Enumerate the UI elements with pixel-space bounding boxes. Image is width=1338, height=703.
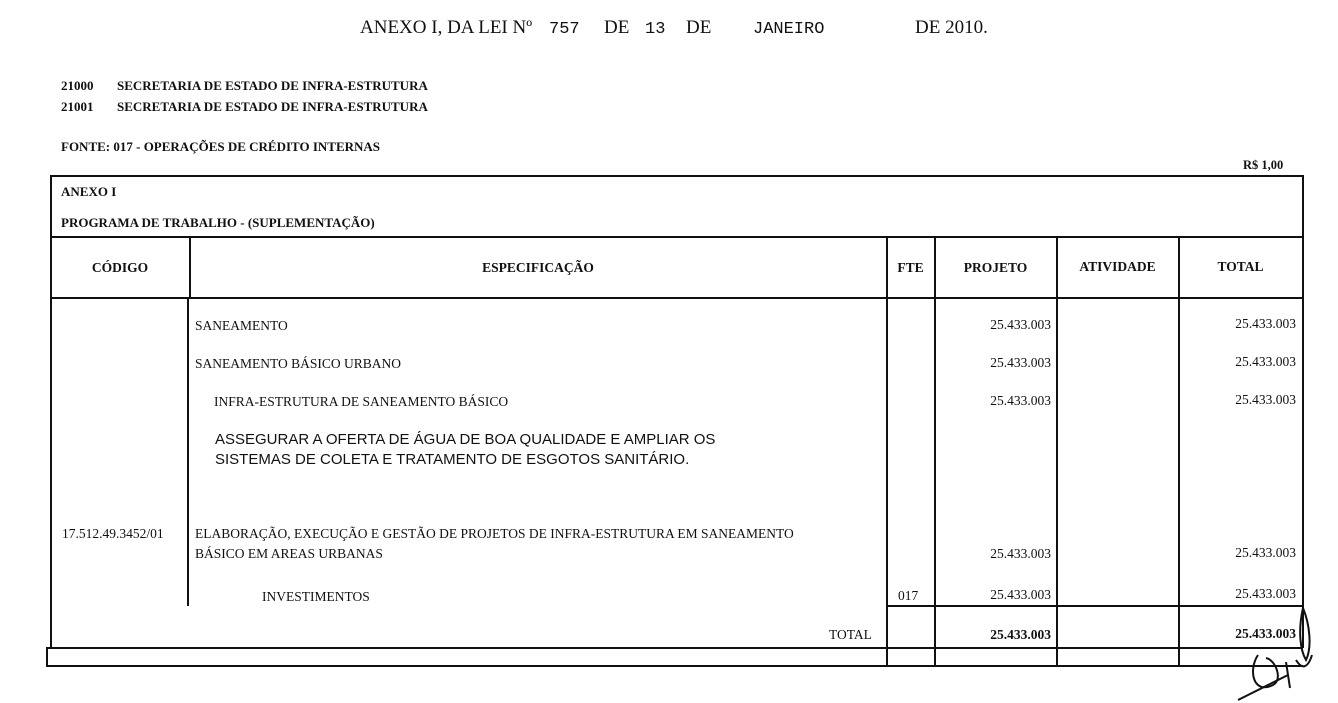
table-subtitle: PROGRAMA DE TRABALHO - (SUPLEMENTAÇÃO) — [61, 215, 375, 230]
row-projeto-infra: 25.433.003 — [990, 393, 1051, 408]
row-projeto-saneamento-basico: 25.433.003 — [990, 355, 1051, 370]
annex-law-title: ANEXO I, DA LEI Nº — [360, 17, 533, 38]
row-total-infra: 25.433.003 — [1235, 392, 1296, 407]
total-projeto: 25.433.003 — [990, 627, 1051, 642]
table-title: ANEXO I — [61, 184, 117, 199]
total-total: 25.433.003 — [1235, 626, 1296, 641]
de-label-2: DE — [686, 17, 712, 38]
law-number: 757 — [549, 20, 580, 39]
invest-total: 25.433.003 — [1235, 586, 1296, 601]
col-header-codigo: CÓDIGO — [91, 260, 149, 275]
row-total-saneamento-basico: 25.433.003 — [1235, 354, 1296, 369]
month-value: JANEIRO — [753, 20, 825, 39]
row-spec-saneamento-basico: SANEAMENTO BÁSICO URBANO — [195, 356, 402, 371]
day-value: 13 — [645, 20, 666, 39]
col-header-especificacao: ESPECIFICAÇÃO — [482, 260, 594, 275]
row-spec-saneamento: SANEAMENTO — [195, 318, 288, 333]
project-projeto: 25.433.003 — [990, 546, 1051, 561]
currency-unit: R$ 1,00 — [1243, 158, 1284, 172]
col-header-total: TOTAL — [1217, 259, 1264, 274]
col-header-projeto: PROJETO — [963, 260, 1028, 275]
row-total-saneamento: 25.433.003 — [1235, 316, 1296, 331]
org-code-2: 21001 — [61, 99, 94, 114]
total-label: TOTAL — [829, 627, 872, 642]
row-projeto-saneamento: 25.433.003 — [990, 317, 1051, 332]
de-label-1: DE — [604, 17, 630, 38]
program-text-line-2: SISTEMAS DE COLETA E TRATAMENTO DE ESGOTOS SANITÁRIO. — [215, 451, 690, 468]
program-text-line-1: ASSEGURAR A OFERTA DE ÁGUA DE BOA QUALIDADE E AMPLIAR OS — [215, 431, 716, 448]
org-code-1: 21000 — [61, 78, 94, 93]
invest-projeto: 25.433.003 — [990, 587, 1051, 602]
year-value: DE 2010. — [915, 17, 988, 38]
project-codigo: 17.512.49.3452/01 — [62, 526, 164, 541]
row-spec-infra: INFRA-ESTRUTURA DE SANEAMENTO BÁSICO — [214, 394, 509, 409]
org-name-1: SECRETARIA DE ESTADO DE INFRA-ESTRUTURA — [117, 78, 428, 93]
org-name-2: SECRETARIA DE ESTADO DE INFRA-ESTRUTURA — [117, 99, 428, 114]
project-spec-line-2: BÁSICO EM AREAS URBANAS — [195, 546, 383, 561]
fonte-line: FONTE: 017 - OPERAÇÕES DE CRÉDITO INTERNAS — [61, 139, 381, 154]
invest-spec: INVESTIMENTOS — [262, 589, 370, 604]
project-total: 25.433.003 — [1235, 545, 1296, 560]
col-header-atividade: ATIVIDADE — [1079, 259, 1156, 274]
project-spec-line-1: ELABORAÇÃO, EXECUÇÃO E GESTÃO DE PROJETOS DE INFRA-ESTRUTURA EM SANEAMENTO — [195, 526, 794, 541]
signature-initials — [1228, 600, 1328, 703]
col-header-fte: FTE — [897, 260, 924, 275]
invest-fte: 017 — [898, 588, 919, 603]
